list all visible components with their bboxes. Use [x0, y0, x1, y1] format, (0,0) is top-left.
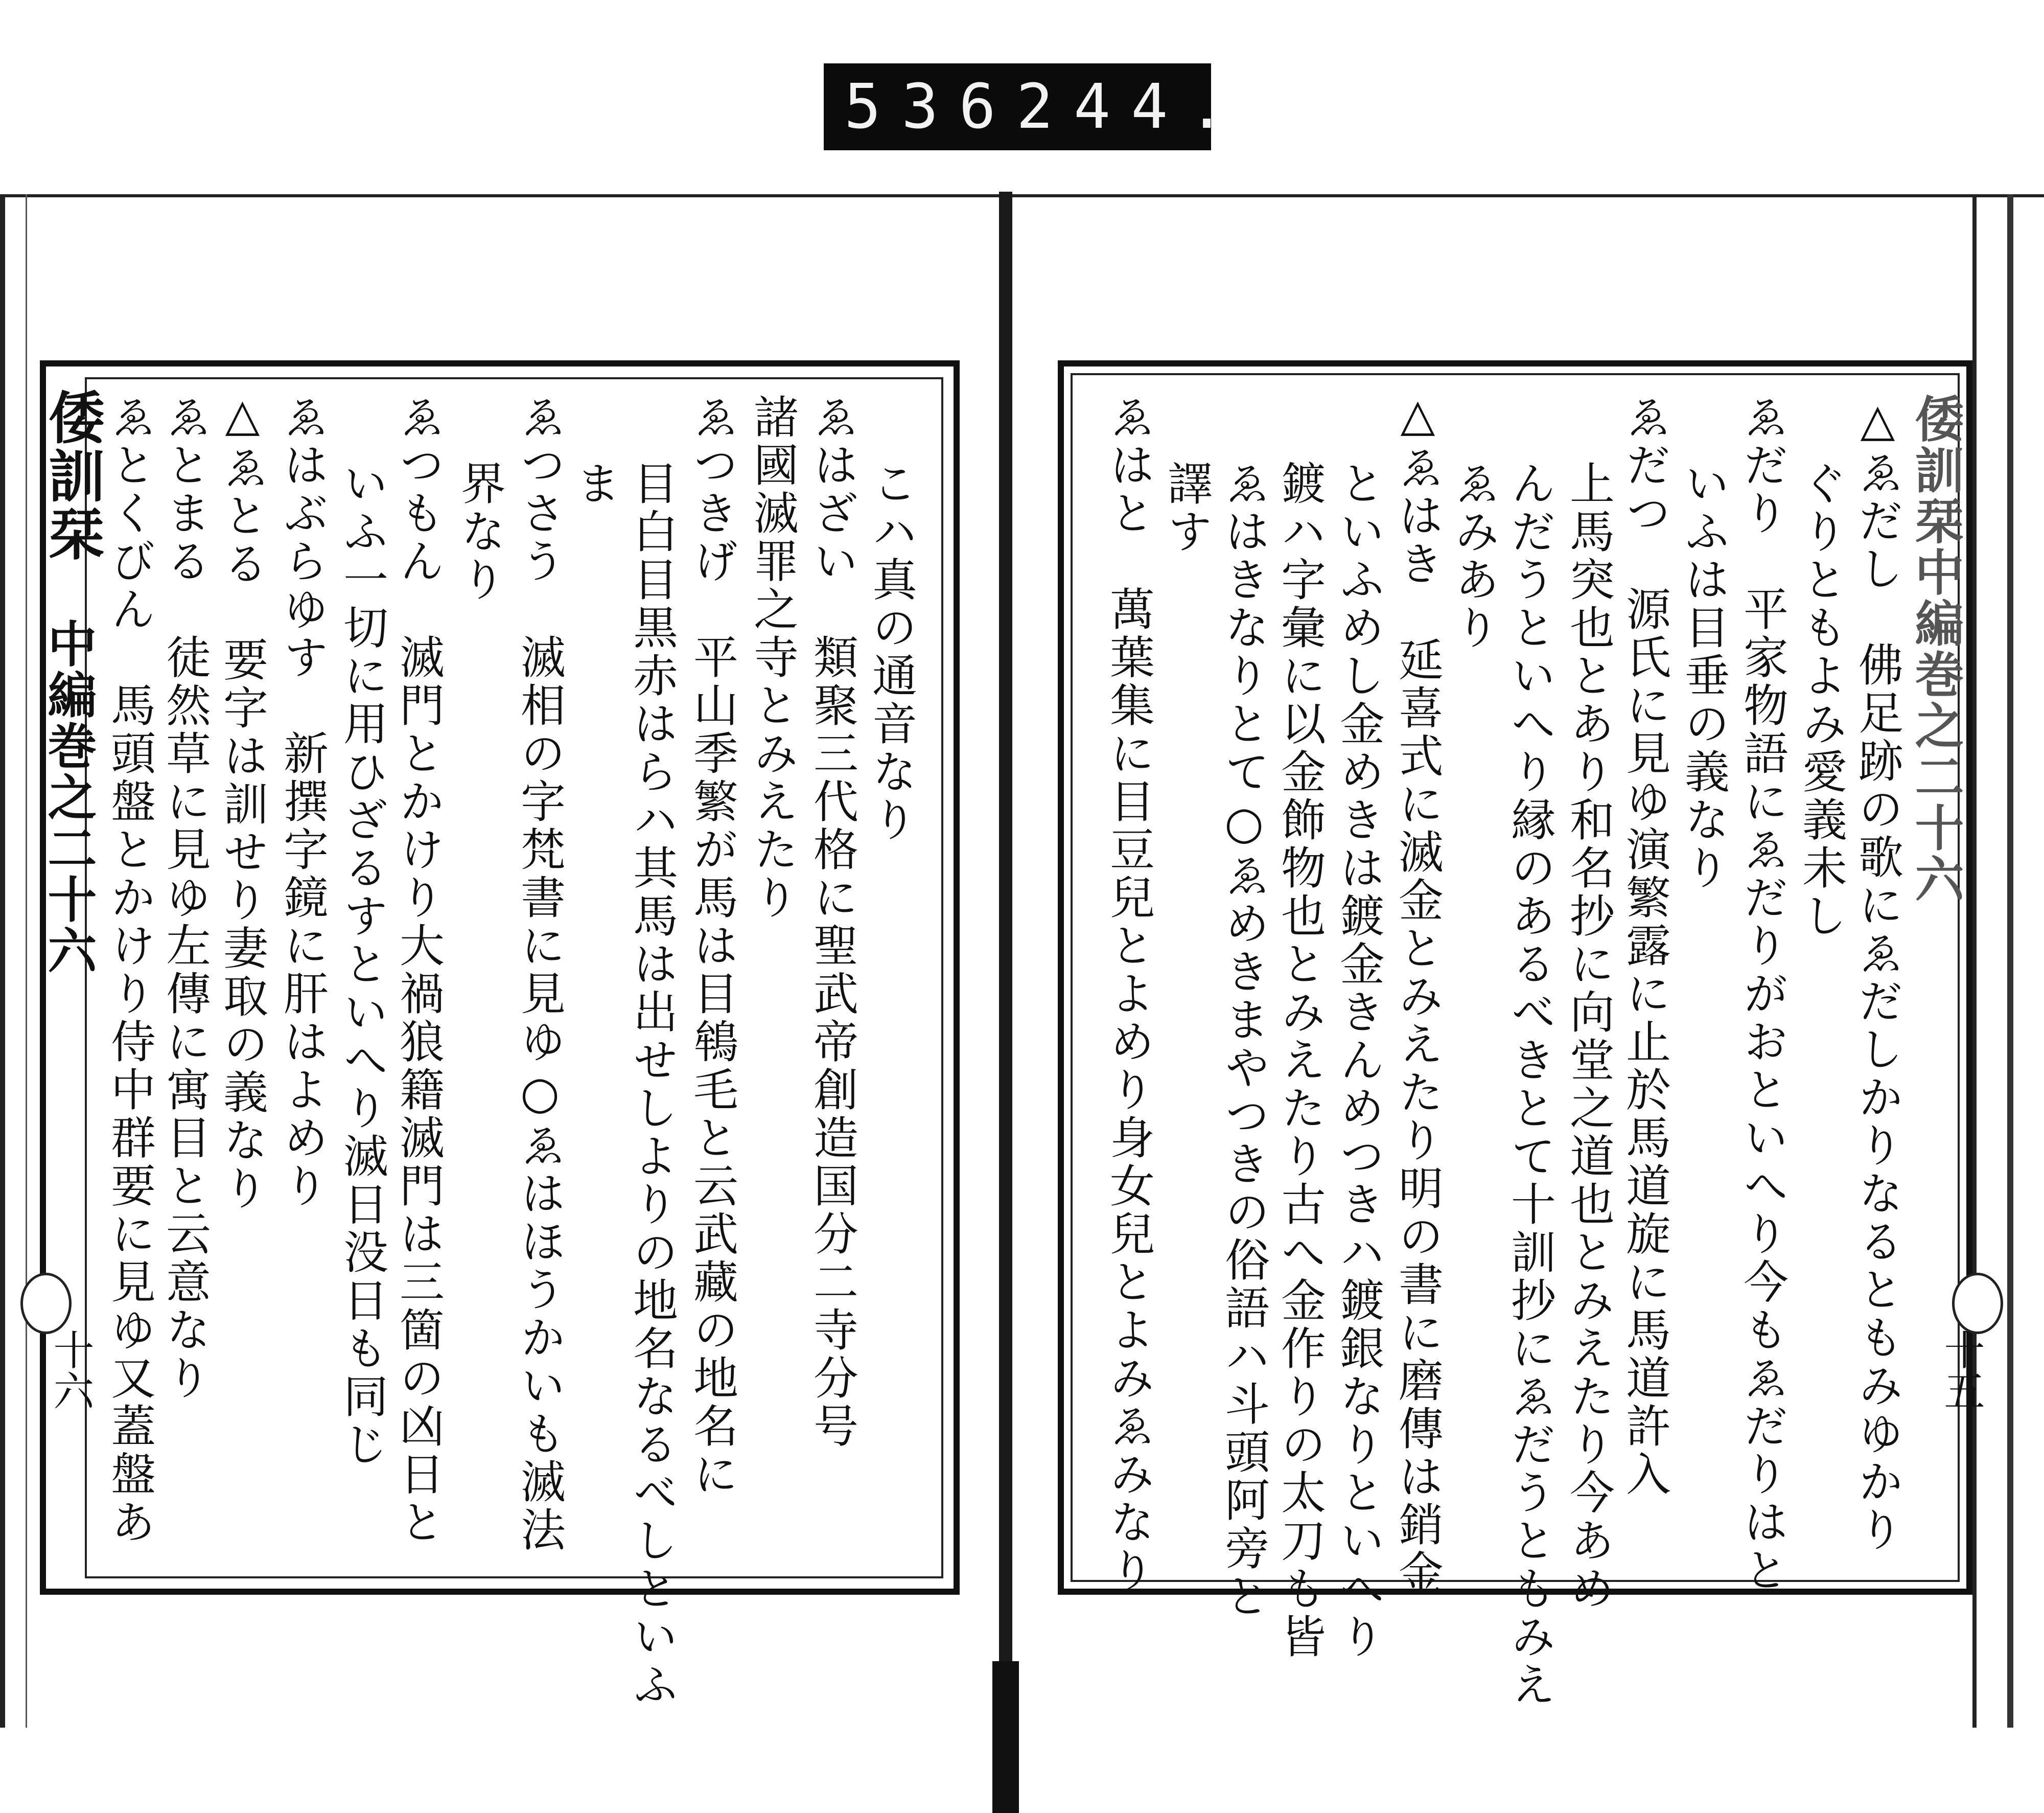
left-page-margin-title: 倭訓栞 [39, 388, 105, 563]
left-col-1: こハ真の通音なり [865, 460, 918, 844]
left-col-8: 界なり [454, 460, 506, 604]
right-col-11: 鍍ハ字彙に以金飾物也とみえたり古へ金作りの太刀も皆 [1274, 460, 1327, 1661]
right-col-14: ゑはと 萬葉集に目豆兒とよめり身女兒とよみゑみなり [1103, 394, 1155, 1595]
film-frame-label [824, 63, 1246, 150]
book-spine [999, 192, 1012, 1813]
right-col-4: いふは目垂の義なり [1678, 460, 1730, 892]
left-col-14: ゑとくびん 馬頭盤とかけり侍中群要に見ゆ又蓋盤あ [104, 394, 156, 1547]
left-col-13: ゑとまる 徒然草に見ゆ左傳に寓目と云意なり [159, 394, 212, 1403]
right-col-12: ゑはきなりとて○ゑめきまやつきの俗語ハ斗頭阿旁と [1218, 460, 1270, 1621]
left-col-9: ゑつもん 滅門とかけり大禍狼籍滅門は三箇の凶日と [392, 394, 445, 1547]
left-page-margin-subtitle: 中編巻之二十六 [40, 618, 98, 976]
left-col-10: いふ一切に用ひざるすといへり滅日没日も同じ [336, 460, 389, 1469]
left-col-4: ゑつきげ 平山季繁が馬は目鴾毛と云武藏の地名に [686, 394, 739, 1499]
right-col-9: △ゑはき 延喜式に滅金とみえたり明の書に磨傳は銷金 [1391, 388, 1444, 1597]
left-col-11: ゑはぶらゆす 新撰字鏡に肝はよめり [276, 394, 329, 1210]
book-left-edge [0, 194, 27, 1728]
right-col-6: 上馬突也とあり和名抄に向堂之道也とみえたり今あめ [1563, 460, 1615, 1613]
left-page-number: 十六 [47, 1329, 94, 1411]
right-col-2: ぐりともよみ愛義未し [1795, 460, 1848, 940]
film-reel-number: 536 [844, 71, 1016, 143]
left-col-2: ゑはざい 類聚三代格に聖武帝創造国分二寺分号 [806, 394, 859, 1451]
right-page-margin-title: 倭訓栞中編巻之二十六 [1907, 394, 1965, 905]
right-col-13: 譯す [1160, 460, 1213, 556]
left-binding-ring [20, 1273, 72, 1334]
left-col-12: △ゑとる 要字は訓せり妻取の義なり [216, 388, 269, 1213]
right-col-5: ゑだつ 源氏に見ゆ演繁露に止於馬道旋に馬道許入 [1619, 394, 1671, 1499]
book-right-edge [1972, 194, 2013, 1728]
film-frame-number: 244. [1016, 71, 1246, 143]
right-col-10: といふめし金めきは鍍金きんめつきハ鍍銀なりといへり [1333, 460, 1385, 1661]
left-col-6: ま [569, 460, 621, 508]
book-top-edge [0, 194, 2044, 201]
left-col-3: 諸國滅罪之寺とみえたり [747, 394, 799, 922]
right-col-1: △ゑだし 佛足跡の歌にゑだしかりなるともみゆかり [1851, 394, 1904, 1554]
right-col-3: ゑだり 平家物語にゑだりがおといへり今もゑだりはと [1736, 394, 1789, 1595]
right-binding-ring [1952, 1273, 2003, 1334]
right-page-number: 十五 [1937, 1329, 1985, 1411]
right-col-7: んだうといへり縁のあるべきとて十訓抄にゑだうともみえ [1504, 460, 1557, 1709]
left-col-7: ゑつさう 滅相の字梵書に見ゆ○ゑはほうかいも滅法 [514, 394, 566, 1554]
right-col-8: ゑみあり [1448, 460, 1500, 652]
spine-tab [992, 1661, 1019, 1813]
left-col-5: 目白目黒赤はらハ其馬は出せしよりの地名なるべしといふ [626, 460, 679, 1709]
